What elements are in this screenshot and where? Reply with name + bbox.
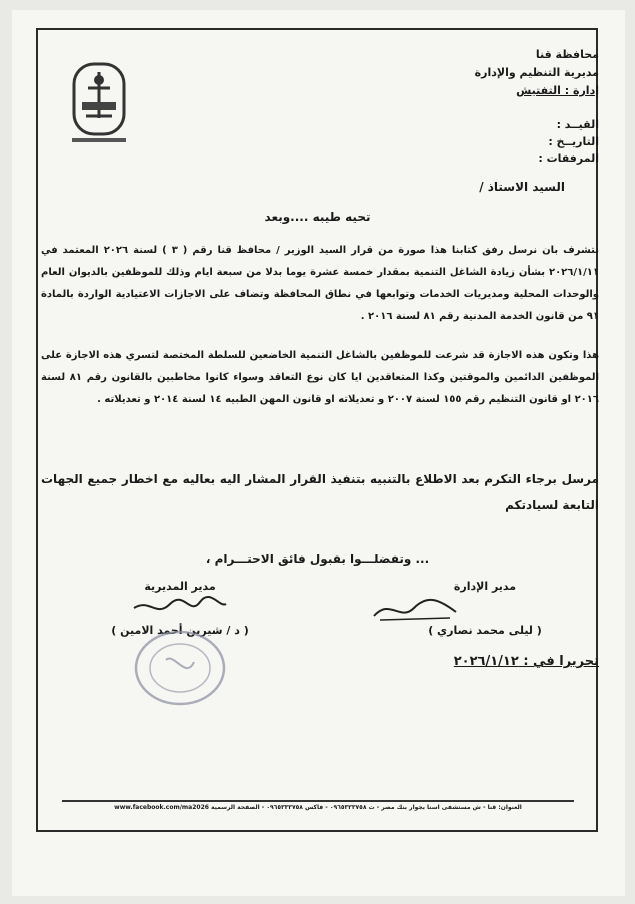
footer-address: العنوان: قنا - ش مستشفى اسنا بجوار بنك مصر - ت ٠٩٦٥٣٣٣٧٥٨ - فاكس ٠٩٦٥٣٣٣٧٥٨ - الصفحة الرسمية www.facebook.com/ma2026 [114, 804, 522, 811]
letterhead [475, 46, 599, 100]
attachments-label: المرفقات : [538, 152, 599, 165]
closing-line: ... وتفضلـــوا بقبول فائق الاحتـــرام ، [205, 552, 430, 566]
manager-name: ( ليلى محمد نصاري ) [428, 624, 542, 637]
official-stamp [130, 628, 230, 708]
directorate-name: مديرية التنظيم والإدارة [474, 66, 599, 79]
page-border [36, 28, 598, 832]
governorate-name: محافظة قنا [535, 48, 599, 61]
department-name: إدارة : التفتيش [516, 84, 599, 97]
body-paragraph-3: مرسل برجاء التكرم بعد الاطلاع بالتنبيه بتنفيذ القرار المشار اليه بعاليه مع اخطار جميع الجهات التابعة لسيادتكم [41, 472, 599, 512]
manager-signature [370, 596, 460, 624]
greeting: تحيه طيبه ....وبعد [264, 210, 371, 224]
body-paragraph-1: نتشرف بان نرسل رفق كتابنا هذا صورة من قرار السيد الوزير / محافظ قنا رقم ( ٣ ) لسنة ٢٠٢٦ المعتمد في ٢٠٢٦/١/١١ بشأن زيادة الشاغل التنمية بمقدار خمسة عشرة يوما بدلا من سبعة ايام وذلك للموظفين بالديوان العام والوحدات المحلية ومديريات الخدمات وتوابعها في نطاق المحافظة وتضاف على الاجازات الاعتيادية الواردة بالمادة ٩١ من قانون الخدمة المدنية رقم ٨١ لسنة ٢٠١٦ . [41, 245, 599, 322]
salutation: السيد الاستاذ / [479, 180, 565, 194]
manager-title: مدير الإدارة [453, 580, 517, 593]
director-name: ( د / شيرين أحمد الامين ) [111, 624, 249, 637]
reference-label: القيــد : [556, 118, 599, 131]
director-signature [130, 594, 230, 622]
footer-divider [62, 800, 574, 802]
issue-date: تحريرا في : ٢٠٢٦/١/١٢ [453, 654, 599, 669]
reference-block [538, 116, 599, 167]
date-label: التاريــخ : [548, 135, 599, 148]
director-title: مدير المديرية [144, 580, 216, 593]
body-paragraph-2: هذا وتكون هذه الاجازة قد شرعت للموظفين بالشاغل التنمية الخاضعين للسلطة المختصة لتسري هذه الاجازة على الموظفين الدائمين والموقتين وكذا المتعاقدين ايا كان نوع التعاقد وسواء كانوا مخاطبين بالقانون رقم ٨١ لسنة ٢٠١٦ او قانون التنظيم رقم ١٥٥ لسنة ٢٠٠٧ و تعديلاته او قانون المهن الطبيه ١٤ لسنة ٢٠١٤ و تعديلاته . [41, 350, 599, 405]
governorate-logo [68, 58, 130, 148]
